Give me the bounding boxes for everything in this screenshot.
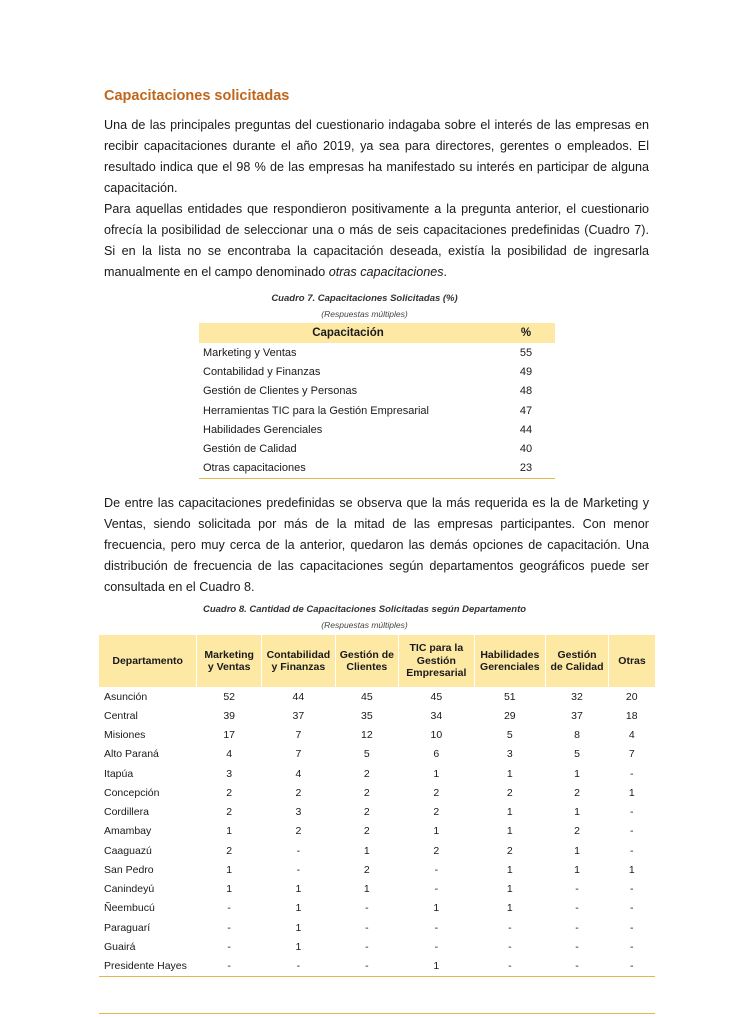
table-8-cell-value: 1 bbox=[506, 767, 513, 780]
table-7-cell-capacitacion: Contabilidad y Finanzas bbox=[203, 365, 321, 378]
table-8-cell-value: 1 bbox=[506, 825, 513, 838]
table-8-cell-value: - bbox=[545, 957, 608, 977]
paragraph-3-line: distribución de frecuencia de las capacitaciones según departamentos geográficos puede ser bbox=[104, 559, 649, 573]
table-8-header-text: Gestión bbox=[557, 648, 597, 661]
table-8-caption: Cuadro 8. Cantidad de Capacitaciones Solicitadas según Departamento bbox=[202, 604, 527, 615]
table-8-cell-value: - bbox=[575, 883, 579, 896]
table-8-cell-value: 2 bbox=[574, 786, 580, 799]
table-7-row bbox=[199, 343, 555, 362]
table-8-row bbox=[99, 899, 655, 918]
table-8-cell-value: 1 bbox=[574, 806, 580, 819]
table-8-cell-value: 2 bbox=[363, 863, 370, 876]
table-8-header-text: Otras bbox=[618, 654, 646, 667]
table-8-cell-value: 2 bbox=[226, 844, 233, 857]
table-8-cell-value: 18 bbox=[625, 709, 638, 722]
table-8-cell-value: - bbox=[296, 844, 301, 857]
table-8-cell-value: - bbox=[296, 863, 301, 876]
paragraph-1-line: capacitación. bbox=[104, 181, 178, 195]
table-8-cell-value: - bbox=[474, 957, 545, 977]
table-8-cell-value: - bbox=[630, 806, 634, 819]
table-8-cell-value: 2 bbox=[295, 786, 302, 799]
table-8-cell-value: 52 bbox=[223, 690, 236, 703]
table-7-header-percent: % bbox=[497, 323, 555, 343]
table-8-header-text: Habilidades bbox=[480, 648, 540, 661]
table-8-cell-value: 3 bbox=[226, 767, 233, 780]
table-8-cell-value: 4 bbox=[295, 767, 302, 780]
table-7-cell-percent: 44 bbox=[519, 423, 533, 436]
table-8-row bbox=[99, 687, 655, 706]
table-7-row bbox=[199, 382, 555, 401]
paragraph-2-line: Para aquellas entidades que respondieron positivamente a la pregunta anterior, el cuestionario bbox=[104, 202, 649, 216]
table-8-cell-value: 2 bbox=[433, 806, 440, 819]
table-8-cell-value: 1 bbox=[433, 902, 440, 915]
paragraph-2-line: Si en la lista no se encontraba la capacitación deseada, existía la posibilidad de ingresarla bbox=[104, 244, 649, 258]
table-7-cell-capacitacion: Marketing y Ventas bbox=[203, 346, 297, 359]
table-8-cell-value: 5 bbox=[574, 748, 580, 761]
table-8-cell-value: 1 bbox=[363, 844, 370, 857]
table-7-cell-capacitacion: Habilidades Gerenciales bbox=[203, 423, 323, 436]
table-8-cell-value: - bbox=[630, 902, 634, 915]
table-8-cell-value: 1 bbox=[399, 957, 475, 977]
table-8-header-text: Departamento bbox=[112, 654, 183, 667]
table-8-cell-value: 1 bbox=[506, 863, 513, 876]
table-7-cell-percent: 40 bbox=[519, 443, 533, 456]
table-8-header-text: y Finanzas bbox=[271, 661, 326, 673]
table-8-cell-value: 5 bbox=[363, 748, 370, 761]
table-8-cell-value: - bbox=[630, 940, 634, 953]
footer-rule bbox=[99, 1013, 655, 1014]
table-8-cell-value: 5 bbox=[506, 729, 513, 742]
table-8-cell-value: - bbox=[630, 883, 634, 896]
table-8-cell-value: - bbox=[227, 940, 231, 953]
table-8-cell-value: 1 bbox=[295, 883, 302, 896]
table-8-row bbox=[99, 803, 655, 822]
table-8-cell-value: 8 bbox=[574, 729, 580, 742]
table-8-header-cell bbox=[197, 635, 262, 687]
table-8-cell-value: 1 bbox=[628, 786, 635, 799]
table-8-cell-value: 3 bbox=[295, 806, 302, 819]
table-8-cell-value: 10 bbox=[430, 729, 443, 742]
table-8-cell-value: 1 bbox=[226, 863, 233, 876]
table-8-cell-value: 1 bbox=[574, 767, 580, 780]
table-8-header-text: de Calidad bbox=[550, 661, 604, 673]
table-8-cell-value: 44 bbox=[292, 690, 305, 703]
table-8-cell-value: 1 bbox=[628, 863, 635, 876]
table-7-cell-percent: 48 bbox=[519, 385, 533, 398]
table-8-cell-value: 2 bbox=[295, 825, 302, 838]
table-8-cell-value: 2 bbox=[363, 767, 370, 780]
table-8-cell-value: 29 bbox=[503, 709, 516, 722]
table-8-cell-value: 51 bbox=[503, 690, 516, 703]
table-8-cell-value: - bbox=[227, 902, 231, 915]
table-8-cell-departamento: Presidente Hayes bbox=[99, 957, 197, 977]
table-8-cell-value: 1 bbox=[506, 883, 513, 896]
paragraph-1-line: recibir capacitaciones durante el año 2019, ya sea para directores, gerentes o empleados. El bbox=[104, 139, 649, 153]
table-8-header-text: TIC para la bbox=[409, 642, 464, 655]
paragraph-2-text: manualmente en el campo denominado bbox=[104, 265, 329, 279]
table-8-cell-value: - bbox=[434, 921, 439, 934]
table-8-row bbox=[99, 783, 655, 802]
table-8-cell-value: 37 bbox=[292, 709, 305, 722]
table-8-cell-value: 2 bbox=[506, 786, 513, 799]
table-8-cell-value: 1 bbox=[574, 844, 580, 857]
paragraph-2-line: ofrecía la posibilidad de seleccionar una o más de seis capacitaciones predefinidas (Cuadro 7). bbox=[104, 223, 649, 237]
table-7-cell-percent: 23 bbox=[497, 459, 555, 479]
paragraph-1 bbox=[104, 115, 649, 199]
table-7-row bbox=[199, 401, 555, 420]
table-8-row bbox=[99, 860, 655, 879]
paragraph-3 bbox=[104, 493, 649, 598]
table-7 bbox=[199, 323, 555, 479]
table-8-cell-value: 2 bbox=[363, 825, 370, 838]
table-7-row bbox=[199, 362, 555, 381]
table-8-cell-value: 2 bbox=[363, 786, 370, 799]
table-7-cell-percent: 49 bbox=[519, 365, 533, 378]
table-8-header-text: Gestión de bbox=[339, 648, 394, 661]
table-8-cell-value: - bbox=[262, 957, 336, 977]
table-8-cell-departamento: Misiones bbox=[104, 729, 146, 742]
emphasis-otras-capacitaciones: otras capacitaciones bbox=[328, 265, 444, 279]
table-8-cell-value: 32 bbox=[571, 690, 583, 703]
table-8-cell-value: 1 bbox=[295, 902, 302, 915]
table-7-cell-capacitacion: Gestión de Calidad bbox=[203, 443, 297, 456]
table-8-cell-value: - bbox=[434, 883, 439, 896]
table-8-header-cell bbox=[99, 635, 197, 687]
paragraph-1-line: resultado indica que el 98 % de las empresas ha manifestado su interés en participar de alguna bbox=[104, 160, 649, 174]
table-7-row bbox=[199, 439, 555, 458]
table-8-cell-value: 1 bbox=[433, 825, 440, 838]
table-8-cell-value: 2 bbox=[226, 806, 233, 819]
table-8-cell-value: 1 bbox=[226, 825, 233, 838]
table-7-cell-capacitacion: Gestión de Clientes y Personas bbox=[203, 385, 358, 398]
table-8-cell-departamento: Guairá bbox=[104, 940, 136, 953]
table-8-cell-departamento: Concepción bbox=[104, 786, 160, 799]
table-8-header-text: Empresarial bbox=[406, 667, 467, 680]
table-8-cell-value: 45 bbox=[430, 690, 443, 703]
table-7-header-capacitacion: Capacitación bbox=[199, 323, 497, 343]
table-8-row bbox=[99, 822, 655, 841]
table-8-header-text: Marketing bbox=[204, 648, 254, 661]
table-8-cell-value: 1 bbox=[506, 902, 513, 915]
table-8-cell-value: - bbox=[197, 957, 262, 977]
paragraph-3-line: consultada en el Cuadro 8. bbox=[104, 580, 255, 594]
table-8-cell-value: 39 bbox=[223, 709, 236, 722]
table-8-cell-value: 2 bbox=[433, 786, 440, 799]
table-8-cell-value: 17 bbox=[223, 729, 236, 742]
table-8-cell-departamento: Caaguazú bbox=[104, 844, 152, 857]
table-8-cell-value: 2 bbox=[226, 786, 233, 799]
paragraph-2-line bbox=[104, 262, 649, 283]
table-8-cell-value: 1 bbox=[574, 863, 580, 876]
table-8-cell-value: - bbox=[575, 902, 579, 915]
table-8-cell-value: - bbox=[575, 921, 579, 934]
paragraph-1-line: Una de las principales preguntas del cuestionario indagaba sobre el interés de las empresas en bbox=[104, 118, 649, 132]
table-8-cell-value: 3 bbox=[506, 748, 513, 761]
table-8-cell-value: - bbox=[434, 863, 439, 876]
table-8-cell-value: 1 bbox=[506, 806, 513, 819]
table-7-cell-percent: 47 bbox=[519, 404, 533, 417]
table-8-row bbox=[99, 706, 655, 725]
table-8-cell-departamento: Amambay bbox=[104, 825, 152, 838]
table-8-cell-value: 35 bbox=[361, 709, 373, 722]
table-8-cell-value: 2 bbox=[433, 844, 440, 857]
paragraph-3-line: De entre las capacitaciones predefinidas se observa que la más requerida es la de Marketing y bbox=[104, 496, 649, 510]
table-8-cell-value: - bbox=[630, 767, 634, 780]
table-8-cell-value: 1 bbox=[295, 940, 302, 953]
table-8-cell-value: - bbox=[365, 921, 369, 934]
table-8-row bbox=[99, 937, 655, 956]
table-8-cell-value: 7 bbox=[295, 748, 302, 761]
table-8-cell-value: 1 bbox=[433, 767, 440, 780]
table-8-cell-value: - bbox=[365, 902, 369, 915]
table-8-cell-departamento: Asunción bbox=[104, 690, 148, 703]
table-8-cell-value: 7 bbox=[628, 748, 635, 761]
table-8-row bbox=[99, 764, 655, 783]
table-8-row bbox=[99, 841, 655, 860]
table-8-cell-value: - bbox=[434, 940, 439, 953]
paragraph-3-line: frecuencia, pero muy cerca de la anterior, quedaron las demás opciones de capacitación. Una bbox=[104, 538, 649, 552]
table-8-header-cell bbox=[262, 635, 336, 687]
table-8-cell-value: - bbox=[227, 921, 231, 934]
table-8-cell-value: 45 bbox=[361, 690, 373, 703]
table-8-cell-value: 2 bbox=[363, 806, 370, 819]
paragraph-3-line: Ventas, siendo solicitada por más de la mitad de las empresas participantes. Con menor bbox=[104, 517, 649, 531]
table-8-cell-departamento: Paraguarí bbox=[104, 921, 151, 934]
table-8-cell-value: 2 bbox=[574, 825, 580, 838]
table-8-cell-departamento: Cordillera bbox=[104, 806, 149, 819]
table-8-cell-value: - bbox=[630, 844, 634, 857]
table-8-cell-value: - bbox=[508, 940, 512, 953]
table-8-cell-departamento: Canindeyú bbox=[104, 883, 155, 896]
table-8-cell-value: - bbox=[335, 957, 398, 977]
table-8-cell-departamento: Ñeembucú bbox=[104, 902, 155, 915]
table-8-header-row bbox=[99, 635, 655, 687]
table-8-row bbox=[99, 880, 655, 899]
table-8-cell-departamento: San Pedro bbox=[104, 863, 154, 876]
table-7-row bbox=[199, 459, 555, 479]
table-8-cell-value: 7 bbox=[295, 729, 302, 742]
table-8-header-text: Clientes bbox=[346, 661, 388, 673]
table-8-header-cell bbox=[609, 635, 655, 687]
table-8-header-text: Gestión bbox=[416, 654, 456, 667]
table-8-header-cell bbox=[399, 635, 475, 687]
table-7-caption: Cuadro 7. Capacitaciones Solicitadas (%) bbox=[271, 293, 458, 304]
table-8-header-text: Contabilidad bbox=[266, 648, 331, 661]
table-8-cell-value: 1 bbox=[226, 883, 233, 896]
table-8-cell-value: 37 bbox=[571, 709, 583, 722]
table-8-row bbox=[99, 957, 655, 977]
table-8-cell-departamento: Itapúa bbox=[104, 767, 134, 780]
table-7-subcaption: (Respuestas múltiples) bbox=[321, 309, 408, 319]
paragraph-2 bbox=[104, 199, 649, 283]
table-8-cell-value: 4 bbox=[226, 748, 233, 761]
table-7-header-row bbox=[199, 323, 555, 343]
table-8-cell-value: 20 bbox=[625, 690, 638, 703]
table-8-cell-value: - bbox=[630, 825, 634, 838]
paragraph-2-period: . bbox=[443, 265, 448, 279]
table-7-cell-percent: 55 bbox=[519, 346, 533, 359]
table-7-cell-capacitacion: Herramientas TIC para la Gestión Empresarial bbox=[203, 404, 429, 417]
section-heading: Capacitaciones solicitadas bbox=[104, 88, 290, 104]
table-8-row bbox=[99, 726, 655, 745]
table-8-cell-departamento: Central bbox=[104, 709, 138, 722]
table-8-cell-value: 1 bbox=[295, 921, 302, 934]
table-8-subcaption: (Respuestas múltiples) bbox=[321, 620, 408, 630]
table-8-cell-value: 34 bbox=[430, 709, 443, 722]
table-8-header-cell bbox=[545, 635, 608, 687]
table-8-header-text: y Ventas bbox=[207, 661, 251, 673]
table-8 bbox=[99, 635, 655, 977]
table-8-cell-value: 6 bbox=[433, 748, 440, 761]
table-8-cell-value: 1 bbox=[363, 883, 370, 896]
table-8-cell-value: 12 bbox=[361, 729, 373, 742]
table-8-cell-value: 4 bbox=[628, 729, 635, 742]
table-8-cell-value: 2 bbox=[506, 844, 513, 857]
table-8-cell-value: - bbox=[609, 957, 655, 977]
table-8-header-cell bbox=[474, 635, 545, 687]
table-8-header-cell bbox=[335, 635, 398, 687]
table-8-row bbox=[99, 918, 655, 937]
table-8-cell-value: - bbox=[630, 921, 634, 934]
table-8-cell-value: - bbox=[508, 921, 512, 934]
table-8-cell-value: - bbox=[365, 940, 369, 953]
table-7-row bbox=[199, 420, 555, 439]
table-8-cell-departamento: Alto Paraná bbox=[104, 748, 159, 761]
table-8-cell-value: - bbox=[575, 940, 579, 953]
table-8-row bbox=[99, 745, 655, 764]
table-8-header-text: Gerenciales bbox=[480, 661, 540, 673]
table-7-cell-capacitacion: Otras capacitaciones bbox=[199, 459, 497, 479]
